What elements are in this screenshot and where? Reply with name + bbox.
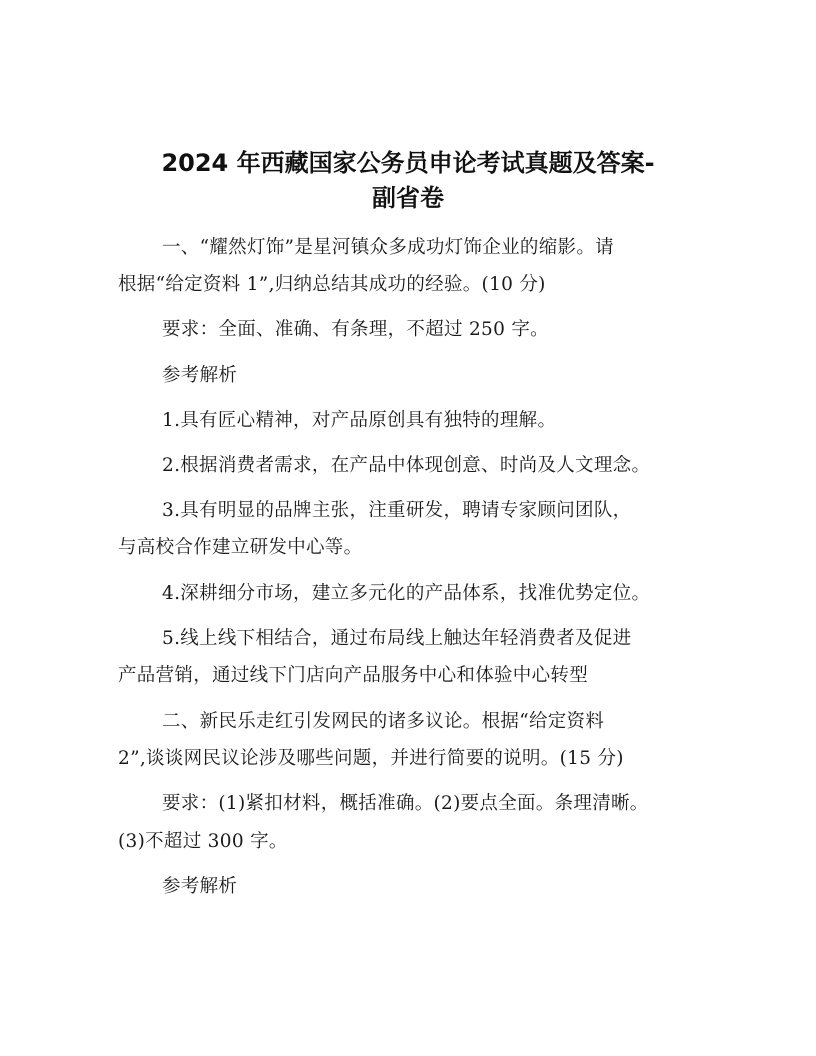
- question-1-requirement: 要求：全面、准确、有条理，不超过 250 字。: [162, 319, 549, 340]
- document-title-line-2: 副省卷: [372, 184, 444, 212]
- answer-point-5-line-1: 5.线上线下相结合，通过布局线上触达年轻消费者及促进: [162, 628, 632, 649]
- document-title-line-1: 2024 年西藏国家公务员申论考试真题及答案-: [161, 149, 655, 177]
- answer-point-3-line-2: 与高校合作建立研发中心等。: [118, 537, 363, 558]
- question-2-line-1: 二、新民乐走红引发网民的诸多议论。根据“给定资料: [162, 711, 605, 732]
- answer-point-3-line-1: 3.具有明显的品牌主张，注重研发，聘请专家顾问团队，: [162, 500, 632, 521]
- answer-point-5-line-2: 产品营销，通过线下门店向产品服务中心和体验中心转型: [118, 665, 589, 686]
- question-1-line-2: 根据“给定资料 1”,归纳总结其成功的经验。(10 分): [118, 274, 546, 295]
- question-2-requirement-line-1: 要求：(1)紧扣材料，概括准确。(2)要点全面。条理清晰。: [162, 793, 649, 814]
- question-2-line-2: 2”,谈谈网民议论涉及哪些问题，并进行简要的说明。(15 分): [118, 748, 624, 769]
- answer-heading-1: 参考解析: [162, 365, 238, 386]
- question-2-requirement-line-2: (3)不超过 300 字。: [118, 831, 288, 852]
- question-1-line-1: 一、“耀然灯饰”是星河镇众多成功灯饰企业的缩影。请: [162, 237, 614, 258]
- answer-point-4: 4.深耕细分市场，建立多元化的产品体系，找准优势定位。: [162, 583, 651, 604]
- answer-point-2: 2.根据消费者需求，在产品中体现创意、时尚及人文理念。: [162, 455, 651, 476]
- answer-point-1: 1.具有匠心精神，对产品原创具有独特的理解。: [162, 410, 557, 431]
- answer-heading-2: 参考解析: [162, 876, 238, 897]
